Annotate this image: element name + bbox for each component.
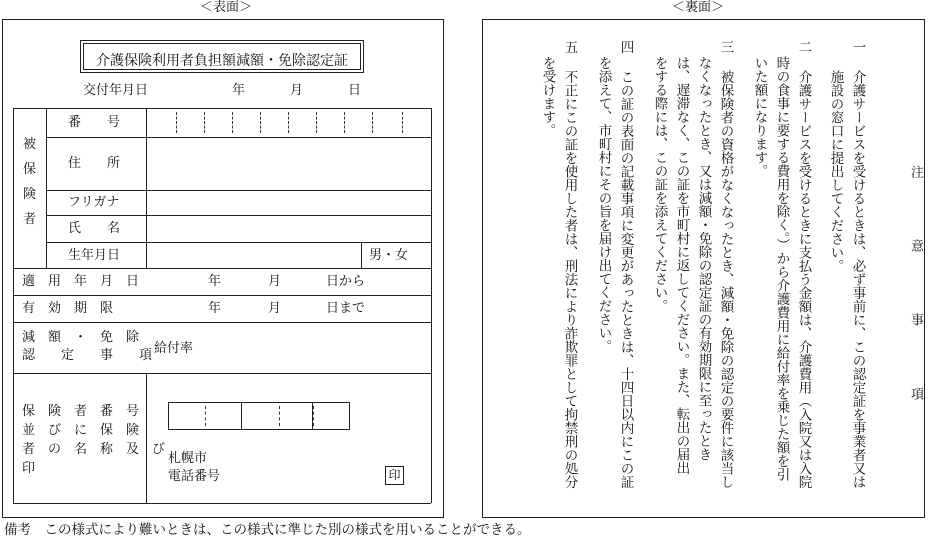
note-line: この証の表面の記載事項に変更があったときは、十四日以内にこの証 <box>617 70 634 489</box>
item-number: 五 <box>561 40 578 54</box>
note-line: 介護サービスを受けるときは、必ず事前に、この認定証を事業者又は <box>849 70 866 489</box>
reduction-label-line2: 認 定 事 項 <box>22 348 153 363</box>
row-line <box>46 190 431 191</box>
note-line: をする際には、この証を添えてください。 <box>651 56 668 313</box>
row-line <box>13 268 431 269</box>
validity-label: 有 効 期 限 <box>22 301 114 316</box>
name-label: 氏 名 <box>68 221 121 236</box>
digit-separator <box>288 112 289 133</box>
front-caption: ＜表面＞ <box>200 0 253 15</box>
note-line: 施設の窓口に提出してください。 <box>827 70 844 273</box>
insurer-label-line3: 者 の 名 称 及 び <box>22 442 166 457</box>
row-line <box>13 373 431 374</box>
insured-char: 者 <box>23 212 37 227</box>
digit-separator <box>344 112 345 133</box>
phone-label: 電話番号 <box>168 469 221 484</box>
issue-date-label: 交付年月日 <box>83 83 149 98</box>
issue-month: 月 <box>290 83 304 98</box>
validity-until: 日まで <box>326 301 366 316</box>
number-label: 番 号 <box>68 115 121 130</box>
digit-separator <box>402 112 403 133</box>
card-title: 介護保険利用者負担額減額・免除認定証 <box>96 53 348 69</box>
sex-options: 男・女 <box>369 248 409 263</box>
insurer-label-line4: 印 <box>22 461 36 476</box>
label-divider <box>146 108 147 268</box>
insured-char: 被 <box>23 137 37 152</box>
note-line: 介護サービスを受けるときに支払う金額は、介護費用（入院又は入院 <box>795 70 812 489</box>
table-bottom-line <box>13 503 431 504</box>
furigana-label: フリガナ <box>68 195 120 210</box>
item-number: 二 <box>795 40 812 54</box>
table-right-line <box>431 108 432 503</box>
applicable-year: 年 <box>208 274 222 289</box>
sex-divider <box>361 242 362 268</box>
insurer-divider <box>146 373 147 503</box>
applicable-month: 月 <box>268 274 282 289</box>
insurer-label-line1: 保 険 者 番 号 <box>22 404 140 419</box>
remark-text: 備考 この様式により難いときは、この様式に準じた別の様式を用いることができる。 <box>4 522 531 538</box>
row-line <box>46 137 431 138</box>
row-line <box>46 215 431 216</box>
insured-char: 険 <box>23 187 37 202</box>
insurer-label-line2: 並 び に 保 険 <box>22 423 140 438</box>
issue-year: 年 <box>232 83 246 98</box>
validity-year: 年 <box>208 301 222 316</box>
note-line: 被保険者の資格がなくなったとき、減額・免除の認定の要件に該当し <box>717 70 734 489</box>
row-line <box>13 322 431 323</box>
benefit-rate-label: 給付率 <box>154 341 194 356</box>
reduction-label-line1: 減 額 ・ 免 除 <box>22 330 140 345</box>
birthdate-label: 生年月日 <box>68 248 121 263</box>
item-number: 三 <box>717 40 734 54</box>
digit-separator <box>204 112 205 133</box>
notes-heading: 注 意 事 項 <box>908 165 923 424</box>
applicable-label: 適 用 年 月 日 <box>22 274 140 289</box>
title-box <box>80 40 364 73</box>
issue-day: 日 <box>348 83 362 98</box>
table-left-line <box>13 108 14 503</box>
note-line: は、遅滞なく、この証を市町村に返してください。また、転出の届出 <box>673 56 690 475</box>
note-line: を添えて、市町村にその旨を届け出てください。 <box>595 56 612 353</box>
item-number: 四 <box>617 40 634 54</box>
note-line: 不正にこの証を使用した者は、刑法により詐欺罪として拘禁刑の処分 <box>561 70 578 489</box>
note-line: 時の食事に要する費用を除く。）から介護費用に給付率を乗じた額を引 <box>773 56 790 482</box>
digit-separator <box>232 112 233 133</box>
insured-char: 保 <box>23 162 37 177</box>
digit-separator <box>260 112 261 133</box>
seal-mark: 印 <box>385 466 404 485</box>
digit-separator <box>316 112 317 133</box>
insured-divider <box>46 108 47 268</box>
validity-month: 月 <box>268 301 282 316</box>
city-name: 札幌市 <box>168 451 208 466</box>
note-line: なくなったとき、又は減額・免除の認定証の有効期限に至ったとき <box>695 56 712 461</box>
applicable-from: 日から <box>326 274 366 289</box>
table-top-line <box>13 108 431 109</box>
note-line: いた額になります。 <box>751 56 768 178</box>
insurer-number-box <box>168 402 350 430</box>
digit-separator <box>176 112 177 133</box>
item-number: 一 <box>849 40 866 54</box>
row-line <box>46 242 431 243</box>
address-label: 住 所 <box>68 156 121 171</box>
digit-separator <box>372 112 373 133</box>
row-line <box>13 295 431 296</box>
back-caption: ＜裏面＞ <box>672 0 725 15</box>
note-line: を受けます。 <box>539 56 556 137</box>
